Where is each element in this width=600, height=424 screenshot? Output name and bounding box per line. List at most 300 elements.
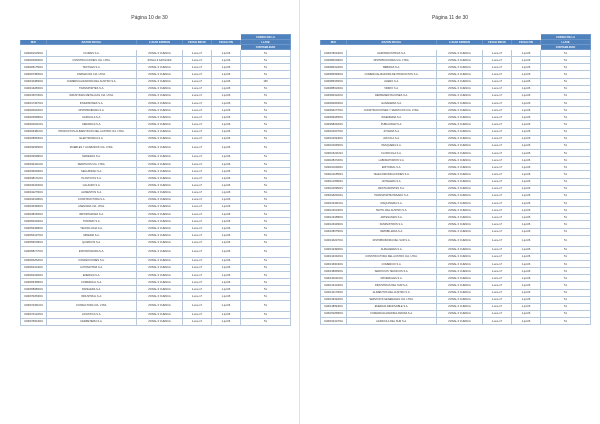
table-row: [21, 57, 291, 64]
table-row: [321, 135, 591, 142]
table-row: [321, 268, 591, 275]
table-row: [21, 114, 291, 121]
fecha-fin-cell: 1-jul-06: [512, 157, 541, 164]
codigo-cell: 51: [541, 178, 591, 185]
header-ruc: RUC: [321, 40, 347, 45]
razon-social-cell: INMOBILIARIA S.A.: [347, 228, 437, 235]
razon-social-cell: INDUSTRIAS METALICAS CIA. LTDA.: [47, 92, 137, 99]
lugar-emision-cell: ZONAL 6 CUENCA: [137, 210, 183, 217]
razon-social-cell: MATERIALES S.A.: [347, 275, 437, 282]
fecha-inicio-cell: 1-ene-17: [483, 64, 512, 71]
razon-social-cell: SERVICIOS GENERALES CIA. LTDA.: [347, 296, 437, 303]
lugar-emision-cell: ZONAL 6 CUENCA: [137, 64, 183, 71]
razon-social-cell: CONSTRUCTORA DEL AUSTRO CIA. LTDA.: [347, 253, 437, 260]
ruc-cell: 0190114358001: [321, 178, 347, 185]
fecha-inicio-cell: 1-ene-17: [483, 246, 512, 253]
table-row: [21, 99, 291, 106]
lugar-emision-cell: ZONAL 6 CUENCA: [137, 232, 183, 239]
fecha-fin-cell: 1-jul-06: [512, 310, 541, 317]
fecha-inicio-cell: 1-ene-17: [183, 85, 212, 92]
razon-social-cell: QUIMICOS S.A.: [47, 239, 137, 246]
codigo-cell: 165: [241, 78, 291, 85]
header-codigo-mid: LLAVE: [541, 40, 591, 45]
fecha-inicio-cell: 1-ene-17: [183, 318, 212, 325]
ruc-cell: 0190110029001: [321, 164, 347, 171]
fecha-fin-cell: 1-jul-06: [212, 239, 241, 246]
fecha-inicio-cell: 1-ene-17: [183, 168, 212, 175]
ruc-cell: 0190052498001: [21, 225, 47, 232]
ruc-cell: 0190094277001: [321, 107, 347, 114]
razon-social-cell: ARTESANIAS S.A.: [347, 214, 437, 221]
ruc-cell: 0190042276001: [21, 189, 47, 196]
lugar-emision-cell: ZONAL 6 CUENCA: [137, 218, 183, 225]
razon-social-cell: PUBLICIDAD S.A.: [347, 121, 437, 128]
lugar-emision-cell: ZONAL 6 CUENCA: [137, 264, 183, 271]
fecha-fin-cell: 1-jul-06: [212, 286, 241, 293]
fecha-fin-cell: 1-jul-06: [512, 50, 541, 57]
razon-social-cell: COMERCIALIZADORA DEL AUSTRO S.A.: [47, 78, 137, 85]
codigo-cell: 51: [241, 210, 291, 217]
razon-social-cell: BEBIDAS S.A.: [347, 64, 437, 71]
ruc-cell: 0190086156001: [321, 78, 347, 85]
razon-social-cell: FLORES S.A.: [47, 50, 137, 57]
header-codigo-bottom: CONTABILIDAD: [241, 45, 291, 50]
razon-social-cell: CONSTRUCCIONES Y SERVICIOS CIA. LTDA.: [347, 107, 437, 114]
lugar-emision-cell: ZONAL 6 CUENCA: [137, 300, 183, 311]
codigo-cell: 51: [541, 50, 591, 57]
ruc-cell: 0190068086001: [21, 286, 47, 293]
razon-social-cell: CERAMICA S.A.: [47, 121, 137, 128]
codigo-cell: 51: [541, 92, 591, 99]
fecha-inicio-cell: 1-ene-17: [483, 128, 512, 135]
table-row: [321, 221, 591, 228]
codigo-cell: 51: [541, 107, 591, 114]
lugar-emision-cell: ZONAL 6 CUENCA: [437, 253, 483, 260]
lugar-emision-cell: ZONAL 6 CUENCA: [137, 189, 183, 196]
fecha-inicio-cell: 1-ene-17: [183, 311, 212, 318]
razon-social-cell: JOYERIA S.A.: [347, 128, 437, 135]
table-row: [321, 85, 591, 92]
fecha-fin-cell: 1-jul-06: [512, 303, 541, 310]
ruc-cell: 0190084099001: [321, 71, 347, 78]
fecha-fin-cell: 1-jul-06: [212, 121, 241, 128]
razon-social-cell: CONSTRUCTORA S.A.: [47, 196, 137, 203]
table-row: [21, 64, 291, 71]
table-row: [321, 185, 591, 192]
ruc-cell: 0190030365001: [21, 142, 47, 153]
fecha-inicio-cell: 1-ene-17: [183, 286, 212, 293]
fecha-inicio-cell: 1-ene-17: [483, 228, 512, 235]
codigo-cell: 51: [541, 85, 591, 92]
razon-social-cell: ALMACENES S.A.: [347, 246, 437, 253]
codigo-cell: 51: [241, 92, 291, 99]
table-row: [321, 114, 591, 121]
fecha-inicio-cell: 1-ene-17: [483, 78, 512, 85]
fecha-fin-cell: 1-jul-06: [212, 64, 241, 71]
codigo-cell: 51: [541, 171, 591, 178]
fecha-fin-cell: 1-jul-06: [512, 275, 541, 282]
table-row: [21, 218, 291, 225]
ruc-cell: 0190146332001: [321, 296, 347, 303]
table-row: [321, 99, 591, 106]
fecha-inicio-cell: 1-ene-17: [183, 203, 212, 210]
table-row: [21, 92, 291, 99]
codigo-cell: 51: [241, 153, 291, 160]
ruc-cell: 0190022568001: [21, 114, 47, 121]
ruc-cell: 0190120431001: [321, 199, 347, 206]
fecha-inicio-cell: 1-ene-17: [183, 257, 212, 264]
razon-social-cell: TEXTILES S.A.: [47, 64, 137, 71]
lugar-emision-cell: ZONAL 6 CUENCA: [437, 192, 483, 199]
razon-social-cell: DISTRIBUIDORA DEL SUR S.A.: [347, 235, 437, 246]
fecha-fin-cell: 1-jul-06: [512, 164, 541, 171]
codigo-cell: 51: [541, 192, 591, 199]
fecha-fin-cell: 1-jul-06: [212, 203, 241, 210]
table-row: [21, 71, 291, 78]
table-row: [321, 128, 591, 135]
fecha-fin-cell: 1-jul-06: [512, 114, 541, 121]
fecha-fin-cell: 1-jul-06: [212, 311, 241, 318]
lugar-emision-cell: ZONAL 6 CUENCA: [437, 114, 483, 121]
lugar-emision-cell: ZONAL 6 CUENCA: [137, 153, 183, 160]
ruc-cell: 0190044418001: [21, 196, 47, 203]
codigo-cell: 51: [241, 50, 291, 57]
razon-social-cell: SEGURIDAD S.A.: [47, 168, 137, 175]
fecha-inicio-cell: 1-ene-17: [183, 50, 212, 57]
lugar-emision-cell: ZONAL 6 AZOGUES: [137, 57, 183, 64]
fecha-fin-cell: 1-jul-06: [512, 235, 541, 246]
fecha-fin-cell: 1-jul-06: [212, 153, 241, 160]
lugar-emision-cell: ZONAL 6 CUENCA: [137, 286, 183, 293]
fecha-fin-cell: 1-jul-06: [512, 128, 541, 135]
codigo-cell: 51: [541, 275, 591, 282]
table-row: [21, 271, 291, 278]
ruc-cell: 0190066458001: [21, 279, 47, 286]
ruc-cell: 0190040443001: [21, 182, 47, 189]
fecha-fin-cell: 1-jul-06: [212, 225, 241, 232]
razon-social-cell: CONSTRUCCIONES CIA. LTDA.: [47, 57, 137, 64]
ruc-cell: 0190004969001: [21, 57, 47, 64]
ruc-cell: 0190112186001: [321, 171, 347, 178]
ruc-cell: 0190090412001: [321, 92, 347, 99]
lugar-emision-cell: ZONAL 6 CUENCA: [437, 171, 483, 178]
lugar-emision-cell: ZONAL 6 CUENCA: [137, 225, 183, 232]
ruc-cell: 0190102294001: [321, 135, 347, 142]
fecha-inicio-cell: 1-ene-17: [483, 85, 512, 92]
ruc-cell: 0190054147001: [21, 232, 47, 239]
fecha-inicio-cell: 1-ene-17: [483, 275, 512, 282]
fecha-fin-cell: 1-jul-06: [512, 289, 541, 296]
table-row: [321, 207, 591, 214]
fecha-inicio-cell: 1-ene-17: [183, 64, 212, 71]
ruc-cell: 0190144170001: [321, 289, 347, 296]
fecha-fin-cell: 1-jul-06: [512, 99, 541, 106]
fecha-inicio-cell: 1-ene-17: [483, 107, 512, 114]
header-fecha-fin: FECHA FIN: [212, 40, 241, 45]
header-fecha-inicio: FECHA INICIO: [483, 40, 512, 45]
ruc-cell: 0190015073001: [21, 92, 47, 99]
ruc-cell: 0190140241001: [321, 275, 347, 282]
fecha-inicio-cell: 1-ene-17: [483, 185, 512, 192]
ruc-cell: 0190142413001: [321, 282, 347, 289]
codigo-cell: 51: [541, 57, 591, 64]
page-number: Página 10 de 30: [131, 15, 168, 21]
fecha-inicio-cell: 1-ene-17: [483, 149, 512, 156]
lugar-emision-cell: ZONAL 6 CUENCA: [137, 175, 183, 182]
lugar-emision-cell: ZONAL 6 CUENCA: [437, 50, 483, 57]
fecha-inicio-cell: 1-ene-17: [483, 114, 512, 121]
codigo-cell: 51: [541, 318, 591, 325]
table-row: [321, 199, 591, 206]
razon-social-cell: VIDRIO S.A.: [347, 85, 437, 92]
razon-social-cell: PRODUCTOS ALIMENTICIOS DEL AUSTRO CIA. LTDA.: [47, 128, 137, 135]
table-row: [21, 189, 291, 196]
table-row: [21, 168, 291, 175]
lugar-emision-cell: ZONAL 6 CUENCA: [437, 142, 483, 149]
lugar-emision-cell: ZONAL 6 CUENCA: [437, 64, 483, 71]
fecha-inicio-cell: 1-ene-17: [483, 192, 512, 199]
ruc-cell: 0190092063001: [321, 99, 347, 106]
table-row: [21, 279, 291, 286]
codigo-cell: 51: [241, 264, 291, 271]
fecha-fin-cell: 1-jul-06: [212, 78, 241, 85]
header-fecha-fin: FECHA FIN: [512, 40, 541, 45]
ruc-cell: 0190132490001: [321, 246, 347, 253]
codigo-cell: 51: [241, 85, 291, 92]
fecha-fin-cell: 1-jul-06: [512, 142, 541, 149]
lugar-emision-cell: ZONAL 6 CUENCA: [137, 85, 183, 92]
codigo-cell: 51: [541, 282, 591, 289]
codigo-cell: 51: [541, 78, 591, 85]
ruc-cell: 0190122013001: [321, 207, 347, 214]
fecha-inicio-cell: 1-ene-17: [183, 78, 212, 85]
codigo-cell: 51: [241, 142, 291, 153]
codigo-cell: 51: [541, 235, 591, 246]
codigo-cell: 51: [541, 214, 591, 221]
fecha-inicio-cell: 1-ene-17: [183, 107, 212, 114]
fecha-fin-cell: 1-jul-06: [212, 246, 241, 257]
ruc-cell: 0190088310001: [321, 85, 347, 92]
fecha-fin-cell: 1-jul-06: [212, 107, 241, 114]
fecha-fin-cell: 1-jul-06: [212, 196, 241, 203]
fecha-fin-cell: 1-jul-06: [512, 107, 541, 114]
table-row: [21, 203, 291, 210]
fecha-fin-cell: 1-jul-06: [212, 71, 241, 78]
document-page-right: [300, 0, 600, 424]
page-number: Página 11 de 30: [431, 15, 469, 21]
razon-social-cell: TRANSPORTE PESADO S.A.: [347, 192, 437, 199]
fecha-fin-cell: 1-jul-06: [212, 99, 241, 106]
table-row: [321, 171, 591, 178]
lugar-emision-cell: ZONAL 6 CUENCA: [437, 228, 483, 235]
header-lugar-emision: LUGAR EMISION: [137, 40, 183, 45]
razon-social-cell: COMERCIALIZADORA DE PRODUCTOS S.A.: [347, 71, 437, 78]
codigo-cell: 51: [241, 257, 291, 264]
fecha-inicio-cell: 1-ene-17: [483, 207, 512, 214]
fecha-inicio-cell: 1-ene-17: [483, 50, 512, 57]
table-row: [21, 225, 291, 232]
ruc-cell: 0190108472001: [321, 157, 347, 164]
codigo-cell: 51: [241, 189, 291, 196]
fecha-inicio-cell: 1-ene-17: [483, 171, 512, 178]
ruc-cell: 0190072361001: [21, 300, 47, 311]
codigo-cell: 51: [241, 182, 291, 189]
fecha-fin-cell: 1-jul-06: [512, 282, 541, 289]
fecha-fin-cell: 1-jul-06: [512, 64, 541, 71]
lugar-emision-cell: ZONAL 6 CUENCA: [137, 107, 183, 114]
codigo-cell: 51: [241, 64, 291, 71]
header-razon-social: RAZON SOCIAL: [347, 40, 437, 45]
razon-social-cell: COMERCIO S.A.: [347, 260, 437, 267]
lugar-emision-cell: ZONAL 6 CUENCA: [437, 221, 483, 228]
table-row: [21, 239, 291, 246]
ruc-cell: 0190028050001: [21, 135, 47, 142]
lugar-emision-cell: ZONAL 6 CUENCA: [437, 157, 483, 164]
ruc-cell: 0190134152001: [321, 253, 347, 260]
fecha-fin-cell: 1-jul-06: [212, 264, 241, 271]
table-row: [21, 128, 291, 135]
table-row: [321, 275, 591, 282]
header-fecha-inicio: FECHA INICIO: [183, 40, 212, 45]
lugar-emision-cell: ZONAL 6 CUENCA: [137, 92, 183, 99]
codigo-cell: 51: [241, 128, 291, 135]
fecha-inicio-cell: 1-ene-17: [483, 92, 512, 99]
header-ruc: RUC: [21, 40, 47, 45]
fecha-inicio-cell: 1-ene-17: [183, 218, 212, 225]
lugar-emision-cell: ZONAL 6 CUENCA: [137, 50, 183, 57]
fecha-fin-cell: 1-jul-06: [512, 228, 541, 235]
fecha-fin-cell: 1-jul-06: [512, 178, 541, 185]
codigo-cell: 51: [241, 196, 291, 203]
codigo-cell: 51: [241, 246, 291, 257]
lugar-emision-cell: ZONAL 6 CUENCA: [137, 203, 183, 210]
codigo-cell: 51: [541, 114, 591, 121]
ruc-cell: 0190070253001: [21, 293, 47, 300]
table-row: [321, 142, 591, 149]
ruc-cell: 0190148094001: [321, 303, 347, 310]
lugar-emision-cell: ZONAL 6 CUENCA: [137, 168, 183, 175]
ruc-cell: 0190005175001: [21, 64, 47, 71]
razon-social-cell: MINERIA S.A.: [47, 232, 137, 239]
lugar-emision-cell: ZONAL 6 CUENCA: [437, 318, 483, 325]
table-row: [21, 160, 291, 167]
fecha-inicio-cell: 1-ene-17: [483, 214, 512, 221]
fecha-fin-cell: 1-jul-06: [212, 92, 241, 99]
fecha-inicio-cell: 1-ene-17: [483, 221, 512, 228]
razon-social-cell: ALIMENTOS DEL AUSTRO S.A.: [347, 289, 437, 296]
table-row: [21, 210, 291, 217]
fecha-fin-cell: 1-jul-06: [212, 57, 241, 64]
codigo-cell: 51: [241, 225, 291, 232]
fecha-fin-cell: 1-jul-06: [212, 257, 241, 264]
razon-social-cell: RESTAURANTES S.A.: [347, 185, 437, 192]
razon-social-cell: INVERSIONES S.A.: [47, 99, 137, 106]
codigo-cell: 51: [541, 128, 591, 135]
table-row: [321, 260, 591, 267]
fecha-inicio-cell: 1-ene-17: [483, 260, 512, 267]
ruc-cell: 0190058177001: [21, 246, 47, 257]
codigo-cell: 51: [241, 286, 291, 293]
table-row: [21, 85, 291, 92]
ruc-cell: 0190050320001: [21, 218, 47, 225]
ruc-cell: 0190064196001: [21, 271, 47, 278]
codigo-cell: 51: [541, 296, 591, 303]
ruc-cell: 0190104035001: [321, 142, 347, 149]
fecha-fin-cell: 1-jul-06: [212, 160, 241, 167]
fecha-fin-cell: 1-jul-06: [512, 57, 541, 64]
fecha-fin-cell: 1-jul-06: [212, 232, 241, 239]
razon-social-cell: LABORATORIOS S.A.: [347, 157, 437, 164]
table-row: [321, 71, 591, 78]
codigo-cell: 51: [541, 199, 591, 206]
fecha-inicio-cell: 1-ene-17: [183, 160, 212, 167]
fecha-fin-cell: 1-jul-06: [512, 185, 541, 192]
ruc-cell: 0190082312001: [321, 64, 347, 71]
fecha-inicio-cell: 1-ene-17: [483, 282, 512, 289]
codigo-cell: 51: [241, 160, 291, 167]
ruc-cell: 0190036029001: [21, 168, 47, 175]
fecha-inicio-cell: 1-ene-17: [483, 268, 512, 275]
header-codigo-top: CODIGO DE LA: [541, 35, 591, 40]
ruc-cell: 0190080018001: [321, 57, 347, 64]
fecha-inicio-cell: 1-ene-17: [183, 99, 212, 106]
ruc-cell: 0190138066001: [321, 268, 347, 275]
razon-social-cell: REPRESENTACIONES S.A.: [347, 92, 437, 99]
razon-social-cell: ACERO S.A.: [347, 78, 437, 85]
fecha-fin-cell: 1-jul-06: [512, 92, 541, 99]
fecha-inicio-cell: 1-ene-17: [183, 239, 212, 246]
lugar-emision-cell: ZONAL 6 CUENCA: [437, 99, 483, 106]
codigo-cell: 51: [541, 64, 591, 71]
razon-social-cell: MAQUINARIA S.A.: [347, 199, 437, 206]
table-row: [21, 135, 291, 142]
razon-social-cell: PLASTICOS S.A.: [47, 175, 137, 182]
codigo-cell: 51: [241, 218, 291, 225]
table-row: [21, 196, 291, 203]
lugar-emision-cell: ZONAL 6 CUENCA: [437, 207, 483, 214]
table-row: [321, 57, 591, 64]
lugar-emision-cell: ZONAL 6 CUENCA: [437, 289, 483, 296]
razon-social-cell: DISTRIBUIDORA S.A.: [47, 107, 137, 114]
fecha-fin-cell: 1-jul-06: [512, 246, 541, 253]
fecha-fin-cell: 1-jul-06: [512, 121, 541, 128]
codigo-cell: 51: [241, 203, 291, 210]
codigo-cell: 51: [241, 279, 291, 286]
ruc-cell: 0190130227001: [321, 235, 347, 246]
lugar-emision-cell: ZONAL 6 CUENCA: [437, 235, 483, 246]
codigo-cell: 51: [541, 260, 591, 267]
codigo-cell: 51: [541, 289, 591, 296]
razon-social-cell: PESQUERA S.A.: [347, 142, 437, 149]
ruc-cell: 0190076004001: [21, 318, 47, 325]
lugar-emision-cell: ZONAL 6 CUENCA: [437, 303, 483, 310]
fecha-fin-cell: 1-jul-06: [512, 268, 541, 275]
ruc-cell: 0190024021001: [21, 121, 47, 128]
fecha-inicio-cell: 1-ene-17: [483, 71, 512, 78]
razon-social-cell: ALIMENTOS S.A.: [47, 189, 137, 196]
table-row: [321, 253, 591, 260]
fecha-inicio-cell: 1-ene-17: [483, 135, 512, 142]
table-row: [21, 264, 291, 271]
header-razon-social: RAZON SOCIAL: [47, 40, 137, 45]
table-row: [21, 182, 291, 189]
razon-social-cell: EDITORIAL S.A.: [347, 164, 437, 171]
fecha-fin-cell: 1-jul-06: [512, 318, 541, 325]
fecha-inicio-cell: 1-ene-17: [483, 142, 512, 149]
fecha-fin-cell: 1-jul-06: [212, 168, 241, 175]
table-row: [321, 121, 591, 128]
razon-social-cell: CONSULTORA CIA. LTDA.: [47, 300, 137, 311]
